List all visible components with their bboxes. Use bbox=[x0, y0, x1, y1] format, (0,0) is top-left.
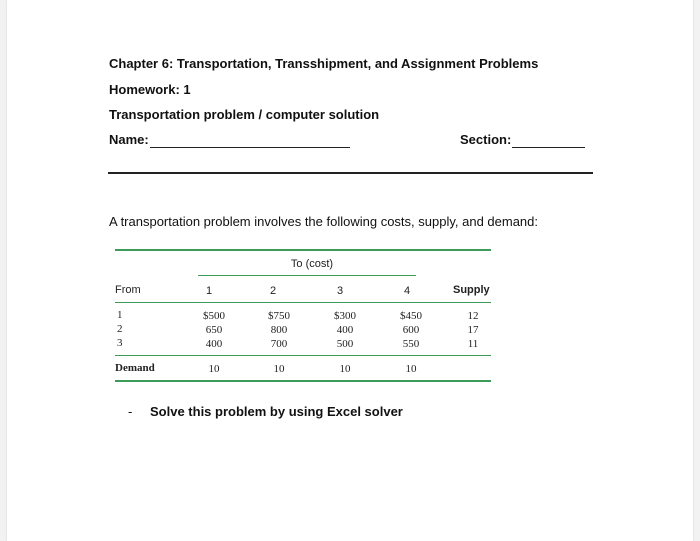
cost-table bbox=[7, 0, 693, 541]
cost-cell: $450 bbox=[400, 310, 422, 322]
demand-cell: 10 bbox=[405, 363, 417, 375]
cost-cell: 500 bbox=[336, 338, 354, 350]
dest-header-2: 2 bbox=[269, 285, 277, 297]
cost-cell: 800 bbox=[270, 324, 288, 336]
cost-cell: $300 bbox=[334, 310, 356, 322]
dest-header-1: 1 bbox=[205, 285, 213, 297]
header-bottom-rule bbox=[115, 302, 491, 303]
name-label: Name: bbox=[109, 132, 149, 147]
task-text: Solve this problem by using Excel solver bbox=[150, 404, 403, 419]
subtitle: Transportation problem / computer solution bbox=[109, 107, 380, 122]
cost-cell: 400 bbox=[336, 324, 354, 336]
source-1: 1 bbox=[117, 309, 123, 321]
section-label: Section: bbox=[460, 132, 512, 147]
rows-bottom-rule bbox=[115, 355, 491, 356]
supply-cell: 17 bbox=[467, 324, 479, 336]
table-top-rule bbox=[115, 249, 491, 251]
group-header-to-cost: To (cost) bbox=[290, 258, 334, 270]
group-header-rule bbox=[198, 275, 416, 276]
dest-header-4: 4 bbox=[403, 285, 411, 297]
dest-header-3: 3 bbox=[336, 285, 344, 297]
demand-cell: 10 bbox=[208, 363, 220, 375]
cost-cell: 400 bbox=[205, 338, 223, 350]
supply-header: Supply bbox=[453, 284, 490, 296]
demand-cell: 10 bbox=[339, 363, 351, 375]
supply-cell: 11 bbox=[467, 338, 479, 350]
homework-label: Homework: 1 bbox=[109, 82, 191, 97]
cost-cell: $500 bbox=[203, 310, 225, 322]
intro-text: A transportation problem involves the following costs, supply, and demand: bbox=[109, 214, 538, 229]
cost-cell: 550 bbox=[402, 338, 420, 350]
cost-cell: 600 bbox=[402, 324, 420, 336]
source-2: 2 bbox=[117, 323, 123, 335]
demand-cell: 10 bbox=[273, 363, 285, 375]
demand-label: Demand bbox=[115, 362, 155, 374]
from-header: From bbox=[115, 284, 141, 296]
bullet-dash: - bbox=[128, 404, 133, 419]
cost-cell: 700 bbox=[270, 338, 288, 350]
cost-cell: 650 bbox=[205, 324, 223, 336]
source-3: 3 bbox=[117, 337, 123, 349]
chapter-title: Chapter 6: Transportation, Transshipment, and Assignment Problems bbox=[109, 56, 539, 71]
table-bottom-rule bbox=[115, 380, 491, 382]
document-page bbox=[7, 0, 693, 541]
supply-cell: 12 bbox=[467, 310, 479, 322]
cost-cell: $750 bbox=[268, 310, 290, 322]
